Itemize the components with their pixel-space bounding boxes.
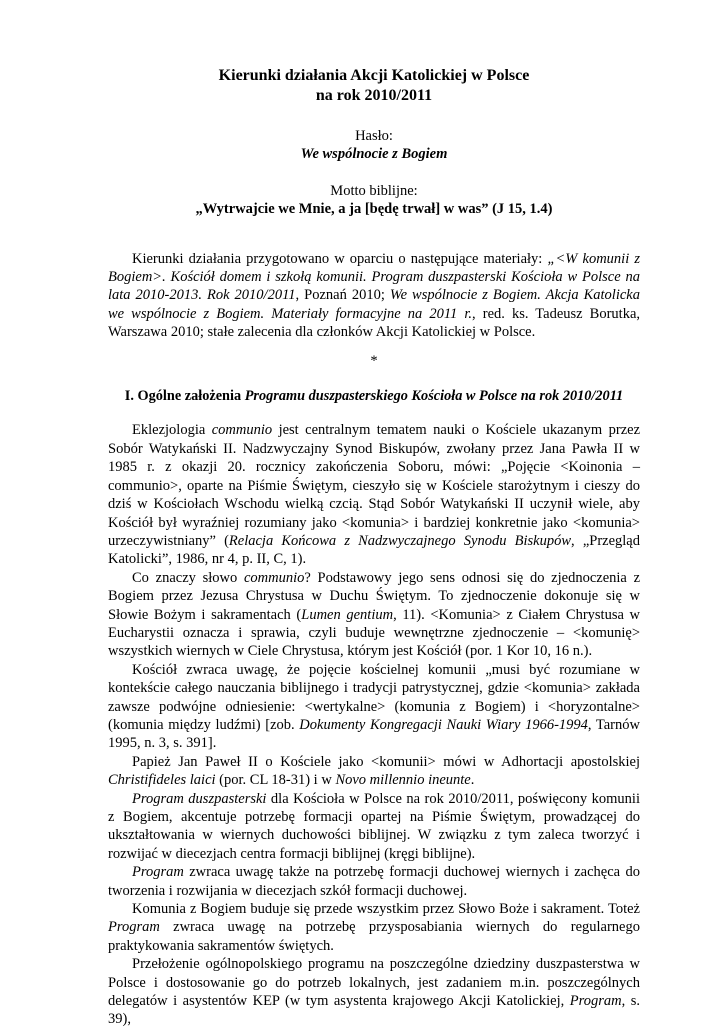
paragraph-7 (108, 900, 640, 955)
p1-text-2: jest centralnym tematem nauki o Kościele ukazanym przez Sobór Watykański II. Nadzwyczajny Synod Biskupów, zwołany przez Jana Pawła II w 1985 r. z okazji 20. rocznicy zakończenia Soboru, mówi: „Pojęcie <Koinonia – communio>, oparte na Piśmie Świętym, cieszyło się w Kościele starożytnym i cieszy do dziś w Kościołach Wschodu wielką czcią. Stąd Sobór Watykański II uczynił wiele, aby Kościół był wyraźniej rozumiany jako <komunia> i bardziej konkretnie jako <komunia> urzeczywistniany” ( (108, 422, 641, 549)
intro-source-title-2: We wspólnocie z Bogiem. Akcja Katolicka we wspólnocie z Bogiem. Materiały formacyjne na 2011 r. (108, 287, 640, 322)
p7-text: Komunia z Bogiem buduje się przede wszystkim przez Słowo Boże i sakrament. Toteż (132, 901, 640, 918)
p4-text-3: . (470, 772, 475, 789)
p3-text-2: , Tarnów 1995, n. 3, s. 391]. (108, 716, 640, 752)
p2-text: Co znaczy słowo (132, 569, 244, 586)
p5-program-title: Program duszpasterski (132, 790, 267, 807)
p2-term: communio (243, 569, 305, 586)
p2-citation-title: Lumen gentium (301, 606, 394, 623)
title-line-1: Kierunki działania Akcji Katolickiej w Polsce (218, 67, 530, 84)
p7-program-title: Program (108, 919, 160, 936)
p5-text: dla Kościoła w Polsce na rok 2010/2011, poświęcony komunii z Bogiem, akcentuje potrzebę formacji opartej na Piśmie Świętym, prowadzącej do ukształtowania w wiernych duchowości biblijnej. W związku z tym zaleca tworzyć i rozwijać w diecezjach centra formacji biblijnej (kręgi biblijne). (108, 790, 640, 862)
p8-program-title: Program (569, 993, 622, 1010)
p4-document-title: Christifideles laici (108, 772, 216, 789)
intro-text-c: , red. ks. Tadeusz Borutka, Warszawa 2010; stałe zalecenia dla członków Akcji Katolickiej w Polsce. (108, 305, 640, 341)
haslo-label: Hasło: (355, 128, 393, 144)
section-heading-program-title: Programu duszpasterskiego Kościoła w Polsce na rok 2010/2011 (244, 388, 624, 405)
document-page (108, 66, 640, 1029)
paragraph-8 (108, 955, 640, 1029)
intro-text-a: Kierunki działania przygotowano w oparciu o następujące materiały: (132, 250, 548, 267)
p8-text-2: , s. 39), (108, 993, 640, 1028)
p3-citation-title: Dokumenty Kongregacji Nauki Wiary 1966-1994 (299, 716, 588, 733)
biblical-motto-label: Motto biblijne: (330, 182, 418, 199)
p1-text: Eklezjologia (132, 422, 212, 439)
paragraph-5 (108, 790, 640, 864)
p8-text: Przełożenie ogólnopolskiego programu na poszczególne dziedziny duszpasterstwa w Polsce i dostosowanie go do potrzeb lokalnych, jest zadaniem m.in. poszczególnych delegatów i asystentów KEP (w tym asystenta krajowego Akcji Katolickiej, (108, 956, 640, 1010)
p6-text: zwraca uwagę także na potrzebę formacji duchowej wiernych i zachęca do tworzenia i rozwijania w diecezjach szkół formacji duchowej. (108, 864, 640, 899)
p4-text: Papież Jan Paweł II o Kościele jako <komunii> mówi w Adhortacji apostolskiej (132, 753, 640, 770)
intro-text-b: , Poznań 2010; (295, 287, 390, 304)
paragraph-6 (108, 863, 640, 900)
section-heading-number: I. Ogólne założenia (124, 388, 245, 405)
p6-program-title: Program (132, 864, 184, 881)
haslo-value: We wspólnocie z Bogiem (300, 146, 448, 163)
biblical-motto-value: „Wytrwajcie we Mnie, a ja [będę trwał] w was” (J 15, 1.4) (195, 201, 553, 218)
p1-text-3: , „Przegląd Katolicki”, 1986, nr 4, p. II, C, 1). (108, 532, 640, 568)
intro-source-title-1: „<W komunii z Bogiem>. Kościół domem i szkołą komunii. Program duszpasterski Kościoła w Polsce na lata 2010-2013. Rok 2010/2011 (108, 250, 640, 304)
paragraph-1 (108, 421, 640, 568)
p4-document-title-2: Novo millennio ineunte (335, 772, 471, 789)
title-line-2: na rok 2010/2011 (315, 87, 433, 104)
document-title (108, 66, 640, 106)
section-body (108, 421, 640, 1028)
p1-citation-title: Relacja Końcowa z Nadzwyczajnego Synodu Biskupów (228, 532, 572, 549)
intro-paragraph (108, 250, 640, 342)
p7-text-2: zwraca uwagę na potrzebę przysposabiania wiernych do regularnego praktykowania sakramentów świętych. (108, 919, 640, 954)
section-heading (108, 387, 640, 405)
p4-text-2: (por. CL 18-31) i w (215, 772, 336, 789)
p1-term: communio (211, 422, 273, 439)
p2-text-3: , 11). <Komunia> z Ciałem Chrystusa w Eucharystii oznacza i sprawia, czyli buduje wewnętrzne zjednoczenie – <komunię> wszystkich wiernych w Ciele Chrystusa, którym jest Kościół (por. 1 Kor 10, 16 n.). (108, 606, 640, 660)
paragraph-2 (108, 569, 640, 661)
paragraph-4 (108, 753, 640, 790)
paragraph-3 (108, 661, 640, 753)
p3-text: Kościół zwraca uwagę, że pojęcie kościelnej komunii „musi być rozumiane w kontekście całego nauczania biblijnego i tradycji patrystycznej, gdzie <komunia> zakłada zawsze podwójne odniesienie: <wertykalne> (komunia z Bogiem) i <horyzontalne> (komunia między ludźmi) [zob. (108, 661, 640, 733)
section-separator: * (370, 352, 378, 369)
p2-text-2: ? Podstawowy jego sens odnosi się do zjednoczenia z Bogiem przez Jezusa Chrystusa w Duchu Świętym. To zjednoczenie dokonuje się w Słowie Bożym i sakramentach ( (108, 569, 641, 623)
